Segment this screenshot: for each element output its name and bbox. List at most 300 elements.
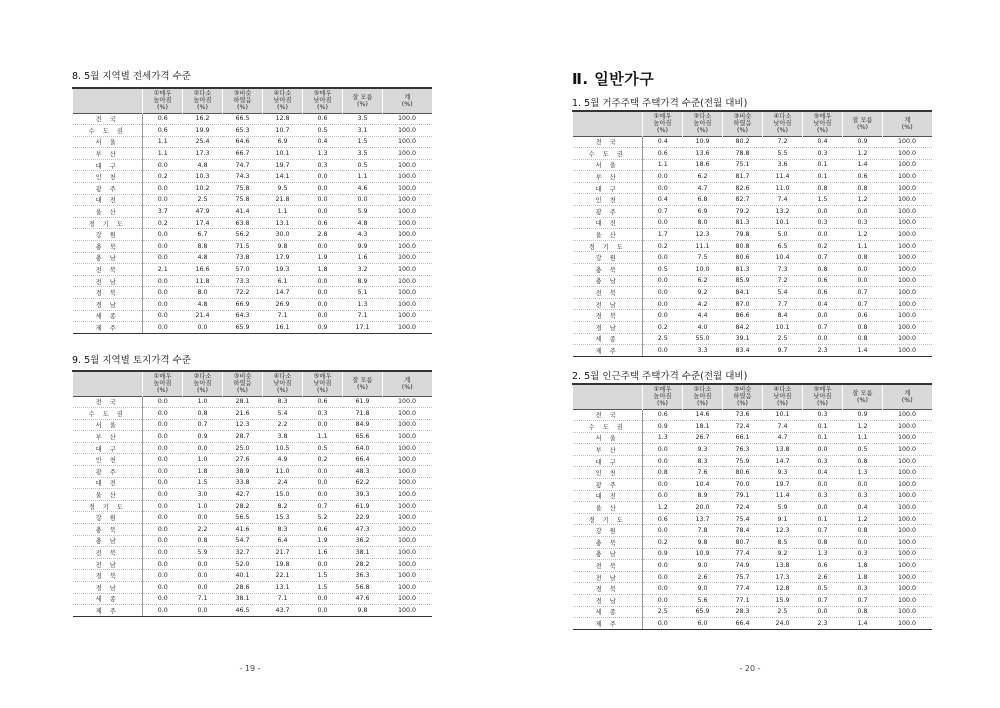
value-cell: 0.2 [143, 171, 183, 183]
table-row [73, 570, 432, 582]
table-row [573, 571, 932, 583]
value-cell: 7.6 [683, 467, 723, 479]
value-cell: 0.0 [183, 570, 223, 582]
value-cell: 19.7 [763, 479, 803, 491]
value-cell: 0.0 [143, 275, 183, 287]
value-cell: 2.3 [803, 345, 843, 357]
column-header-line: ②다소 [693, 113, 712, 121]
value-cell: 0.7 [843, 287, 883, 299]
column-header-line: (%) [357, 383, 368, 391]
value-cell: 47.9 [183, 206, 223, 218]
value-cell: 18.6 [683, 159, 723, 171]
value-cell: 0.0 [303, 477, 343, 489]
column-header [263, 88, 303, 113]
value-cell: 1.0 [183, 396, 223, 408]
value-cell: 4.8 [183, 299, 223, 311]
table-row [573, 136, 932, 148]
value-cell: 36.3 [343, 570, 383, 582]
value-cell: 100.0 [883, 548, 932, 560]
value-cell: 100.0 [383, 454, 432, 466]
value-cell: 1.3 [803, 548, 843, 560]
table-row [573, 322, 932, 334]
value-cell: 0.5 [303, 125, 343, 137]
value-cell: 100.0 [883, 322, 932, 334]
region-cell: 충 남 [73, 535, 143, 547]
column-header-line: 계 [404, 376, 411, 384]
value-cell: 20.0 [683, 502, 723, 514]
value-cell: 19.7 [263, 159, 303, 171]
value-cell: 57.0 [223, 264, 263, 276]
value-cell: 100.0 [383, 396, 432, 408]
value-cell: 0.0 [803, 606, 843, 618]
value-cell: 100.0 [383, 431, 432, 443]
table-row [573, 217, 932, 229]
column-header-line: 하였음 [733, 120, 752, 128]
table-row [73, 183, 432, 195]
value-cell: 0.0 [143, 535, 183, 547]
column-header-line: ⑤매우 [813, 113, 832, 121]
value-cell: 1.5 [303, 582, 343, 594]
value-cell: 0.9 [843, 136, 883, 148]
value-cell: 0.8 [843, 606, 883, 618]
value-cell: 0.4 [303, 136, 343, 148]
table-row [73, 535, 432, 547]
value-cell: 13.8 [763, 560, 803, 572]
value-cell: 13.1 [263, 582, 303, 594]
value-cell: 1.8 [843, 571, 883, 583]
value-cell: 0.0 [143, 322, 183, 334]
value-cell: 64.6 [223, 136, 263, 148]
region-cell: 세 종 [573, 606, 643, 618]
value-cell: 100.0 [383, 264, 432, 276]
value-cell: 73.8 [223, 252, 263, 264]
column-header [843, 111, 883, 136]
jeonse-price-table [72, 87, 432, 334]
value-cell: 0.5 [303, 442, 343, 454]
value-cell: 0.0 [303, 275, 343, 287]
column-header-line: (%) [901, 123, 913, 131]
region-cell: 서 울 [73, 136, 143, 148]
column-header-line: (%) [697, 127, 708, 135]
value-cell: 0.0 [143, 489, 183, 501]
value-cell: 2.2 [263, 419, 303, 431]
value-cell: 0.0 [843, 537, 883, 549]
value-cell: 100.0 [383, 217, 432, 229]
region-cell: 울 산 [573, 502, 643, 514]
table-row [73, 593, 432, 605]
value-cell: 17.1 [343, 322, 383, 334]
value-cell: 1.8 [303, 264, 343, 276]
value-cell: 0.0 [143, 419, 183, 431]
region-cell: 전 국 [573, 409, 643, 421]
value-cell: 66.9 [223, 299, 263, 311]
value-cell: 8.3 [263, 524, 303, 536]
column-header-line: (%) [657, 400, 668, 408]
value-cell: 100.0 [383, 125, 432, 137]
column-header-line: 잘 모름 [352, 93, 373, 101]
value-cell: 85.9 [723, 275, 763, 287]
value-cell: 0.6 [803, 287, 843, 299]
value-cell: 5.6 [683, 595, 723, 607]
value-cell: 4.7 [683, 182, 723, 194]
region-cell: 전 남 [73, 558, 143, 570]
column-header-line: 계 [404, 93, 411, 101]
region-cell: 전 국 [73, 396, 143, 408]
region-cell: 인 천 [573, 194, 643, 206]
value-cell: 0.0 [143, 558, 183, 570]
value-cell: 100.0 [883, 490, 932, 502]
value-cell: 100.0 [883, 606, 932, 618]
value-cell: 82.7 [723, 194, 763, 206]
nearby-house-price-table [572, 383, 932, 630]
region-cell: 전 국 [73, 113, 143, 125]
value-cell: 100.0 [383, 183, 432, 195]
value-cell: 56.5 [223, 512, 263, 524]
value-cell: 100.0 [383, 547, 432, 559]
value-cell: 0.0 [143, 287, 183, 299]
column-header-line: 잘 모름 [852, 116, 873, 124]
column-header-line: ①매우 [653, 386, 672, 394]
region-cell: 전 북 [73, 547, 143, 559]
table-row [573, 159, 932, 171]
region-cell: 부 산 [573, 171, 643, 183]
value-cell: 0.0 [303, 605, 343, 617]
value-cell: 0.3 [843, 217, 883, 229]
region-cell: 강 원 [73, 512, 143, 524]
column-header [303, 88, 343, 113]
table-row [573, 537, 932, 549]
value-cell: 4.8 [343, 217, 383, 229]
table-row [573, 229, 932, 241]
value-cell: 17.3 [763, 571, 803, 583]
value-cell: 0.0 [183, 605, 223, 617]
value-cell: 0.0 [843, 479, 883, 491]
section-title: Ⅱ. 일반가구 [572, 70, 655, 88]
region-cell: 전 남 [573, 298, 643, 310]
value-cell: 75.7 [723, 571, 763, 583]
value-cell: 13.6 [683, 148, 723, 160]
value-cell: 9.0 [683, 560, 723, 572]
value-cell: 0.0 [303, 489, 343, 501]
table-row [573, 409, 932, 421]
column-header-line: (%) [401, 383, 413, 391]
value-cell: 0.3 [303, 159, 343, 171]
value-cell: 100.0 [883, 217, 932, 229]
value-cell: 8.9 [343, 275, 383, 287]
region-cell: 세 종 [73, 310, 143, 322]
column-header-line: 하였음 [233, 97, 252, 105]
column-header [183, 88, 223, 113]
value-cell: 11.0 [263, 466, 303, 478]
value-cell: 0.2 [143, 217, 183, 229]
region-cell: 수 도 권 [573, 148, 643, 160]
value-cell: 7.8 [683, 525, 723, 537]
column-header-line: 하였음 [233, 380, 252, 388]
value-cell: 0.0 [143, 582, 183, 594]
table-row [73, 241, 432, 253]
region-cell: 울 산 [73, 206, 143, 218]
value-cell: 0.2 [643, 322, 683, 334]
value-cell: 100.0 [883, 571, 932, 583]
value-cell: 0.9 [183, 431, 223, 443]
table-row [573, 287, 932, 299]
value-cell: 2.5 [643, 606, 683, 618]
value-cell: 9.1 [763, 513, 803, 525]
value-cell: 38.1 [223, 593, 263, 605]
value-cell: 47.3 [343, 524, 383, 536]
value-cell: 0.0 [303, 466, 343, 478]
value-cell: 5.9 [183, 547, 223, 559]
region-cell: 제 주 [73, 605, 143, 617]
value-cell: 100.0 [383, 113, 432, 125]
value-cell: 100.0 [383, 558, 432, 570]
value-cell: 0.4 [643, 136, 683, 148]
table-row [73, 582, 432, 594]
value-cell: 1.5 [303, 570, 343, 582]
value-cell: 0.0 [643, 298, 683, 310]
value-cell: 1.2 [843, 194, 883, 206]
region-cell: 수 도 권 [573, 421, 643, 433]
region-cell: 경 남 [573, 322, 643, 334]
value-cell: 100.0 [383, 442, 432, 454]
value-cell: 0.8 [803, 264, 843, 276]
value-cell: 32.7 [223, 547, 263, 559]
value-cell: 0.6 [643, 409, 683, 421]
value-cell: 84.2 [723, 322, 763, 334]
value-cell: 0.4 [803, 467, 843, 479]
column-header [843, 384, 883, 409]
value-cell: 4.9 [263, 454, 303, 466]
region-cell: 대 구 [73, 442, 143, 454]
table-title: 8. 5월 지역별 전세가격 수준 [72, 71, 191, 82]
value-cell: 1.6 [303, 547, 343, 559]
value-cell: 74.3 [223, 171, 263, 183]
value-cell: 38.1 [343, 547, 383, 559]
value-cell: 43.7 [263, 605, 303, 617]
column-header-line: ⑤매우 [313, 90, 332, 98]
column-header-line: ⑤매우 [313, 373, 332, 381]
column-header-line: 하였음 [733, 393, 752, 401]
value-cell: 100.0 [383, 419, 432, 431]
value-cell: 0.0 [843, 275, 883, 287]
column-header-line: 잘 모름 [352, 376, 373, 384]
column-header-line: (%) [657, 127, 668, 135]
value-cell: 0.6 [303, 396, 343, 408]
region-cell: 서 울 [573, 159, 643, 171]
value-cell: 0.4 [803, 136, 843, 148]
value-cell: 0.0 [143, 442, 183, 454]
value-cell: 1.8 [843, 560, 883, 572]
value-cell: 10.2 [183, 183, 223, 195]
column-header-line: ③비슷 [733, 386, 752, 394]
value-cell: 100.0 [383, 310, 432, 322]
value-cell: 7.7 [763, 298, 803, 310]
value-cell: 16.2 [183, 113, 223, 125]
value-cell: 1.5 [803, 194, 843, 206]
column-header-line: ④다소 [273, 90, 292, 98]
column-header [383, 88, 432, 113]
value-cell: 4.3 [343, 229, 383, 241]
value-cell: 0.3 [803, 455, 843, 467]
value-cell: 52.0 [223, 558, 263, 570]
column-header-line: ④다소 [273, 373, 292, 381]
value-cell: 100.0 [383, 229, 432, 241]
value-cell: 66.4 [723, 618, 763, 630]
column-header-line: ④다소 [773, 386, 792, 394]
value-cell: 2.5 [643, 333, 683, 345]
value-cell: 1.2 [843, 421, 883, 433]
region-cell: 경 기 도 [73, 500, 143, 512]
column-header-line: 낮아짐 [313, 380, 332, 388]
region-cell: 강 원 [573, 252, 643, 264]
value-cell: 66.4 [343, 454, 383, 466]
value-cell: 19.9 [183, 125, 223, 137]
table-row [73, 148, 432, 160]
value-cell: 1.3 [343, 299, 383, 311]
value-cell: 8.2 [263, 500, 303, 512]
value-cell: 3.6 [763, 159, 803, 171]
value-cell: 12.3 [683, 229, 723, 241]
table-row [573, 444, 932, 456]
value-cell: 4.0 [683, 322, 723, 334]
value-cell: 10.1 [763, 322, 803, 334]
value-cell: 100.0 [883, 513, 932, 525]
value-cell: 0.0 [303, 171, 343, 183]
value-cell: 100.0 [383, 194, 432, 206]
column-header-line: 높아짐 [153, 97, 172, 105]
value-cell: 0.9 [643, 548, 683, 560]
value-cell: 0.2 [803, 240, 843, 252]
value-cell: 0.8 [843, 525, 883, 537]
region-cell: 전 남 [573, 571, 643, 583]
value-cell: 1.0 [183, 454, 223, 466]
value-cell: 11.1 [683, 240, 723, 252]
table-row [573, 275, 932, 287]
value-cell: 42.7 [223, 489, 263, 501]
column-header-line: (%) [357, 100, 368, 108]
value-cell: 100.0 [883, 275, 932, 287]
table-row [73, 524, 432, 536]
value-cell: 75.4 [723, 513, 763, 525]
column-header-line: (%) [857, 123, 868, 131]
column-header-line: 낮아짐 [313, 97, 332, 105]
value-cell: 80.8 [723, 240, 763, 252]
column-header [343, 371, 383, 396]
column-header [763, 384, 803, 409]
value-cell: 9.2 [763, 548, 803, 560]
value-cell: 0.1 [803, 513, 843, 525]
value-cell: 2.5 [763, 333, 803, 345]
value-cell: 82.6 [723, 182, 763, 194]
value-cell: 38.9 [223, 466, 263, 478]
land-price-table [72, 370, 432, 617]
value-cell: 7.1 [343, 310, 383, 322]
value-cell: 0.0 [143, 477, 183, 489]
value-cell: 79.8 [723, 229, 763, 241]
value-cell: 77.4 [723, 548, 763, 560]
column-header [643, 111, 683, 136]
value-cell: 0.0 [143, 310, 183, 322]
region-cell: 경 북 [573, 583, 643, 595]
value-cell: 41.4 [223, 206, 263, 218]
value-cell: 7.4 [763, 194, 803, 206]
table-title: 9. 5월 지역별 토지가격 수준 [72, 355, 191, 366]
value-cell: 13.7 [683, 513, 723, 525]
value-cell: 0.7 [843, 595, 883, 607]
value-cell: 1.3 [843, 467, 883, 479]
value-cell: 0.0 [803, 310, 843, 322]
value-cell: 0.7 [803, 252, 843, 264]
column-header [143, 88, 183, 113]
region-cell: 서 울 [573, 432, 643, 444]
value-cell: 100.0 [883, 432, 932, 444]
table-row [73, 113, 432, 125]
value-cell: 26.9 [263, 299, 303, 311]
column-header-line: (%) [777, 400, 788, 408]
value-cell: 1.6 [343, 252, 383, 264]
value-cell: 0.8 [843, 455, 883, 467]
value-cell: 0.0 [803, 206, 843, 218]
value-cell: 21.6 [223, 408, 263, 420]
value-cell: 0.1 [803, 171, 843, 183]
value-cell: 3.5 [343, 148, 383, 160]
value-cell: 100.0 [883, 560, 932, 572]
value-cell: 1.1 [643, 159, 683, 171]
value-cell: 0.8 [183, 408, 223, 420]
column-header [143, 371, 183, 396]
value-cell: 0.0 [643, 171, 683, 183]
table-row [573, 479, 932, 491]
value-cell: 100.0 [883, 537, 932, 549]
value-cell: 1.4 [843, 159, 883, 171]
region-cell: 대 구 [573, 182, 643, 194]
region-cell: 부 산 [73, 431, 143, 443]
value-cell: 4.4 [683, 310, 723, 322]
table-row [73, 194, 432, 206]
value-cell: 54.7 [223, 535, 263, 547]
value-cell: 0.4 [803, 298, 843, 310]
column-header-line: 높아짐 [193, 380, 212, 388]
value-cell: 18.1 [683, 421, 723, 433]
table-row [573, 310, 932, 322]
value-cell: 3.7 [143, 206, 183, 218]
value-cell: 1.1 [143, 148, 183, 160]
column-header-line: 낮아짐 [813, 393, 832, 401]
value-cell: 0.8 [183, 535, 223, 547]
table-row [73, 136, 432, 148]
column-header-line: (%) [157, 387, 168, 395]
value-cell: 78.4 [723, 525, 763, 537]
value-cell: 0.0 [803, 479, 843, 491]
value-cell: 11.8 [183, 275, 223, 287]
value-cell: 0.0 [643, 182, 683, 194]
value-cell: 100.0 [883, 479, 932, 491]
region-cell: 대 전 [573, 217, 643, 229]
value-cell: 0.0 [303, 593, 343, 605]
value-cell: 0.0 [803, 229, 843, 241]
value-cell: 0.0 [143, 454, 183, 466]
table-row [73, 217, 432, 229]
value-cell: 80.2 [723, 136, 763, 148]
value-cell: 100.0 [383, 477, 432, 489]
value-cell: 0.0 [643, 252, 683, 264]
column-header [803, 384, 843, 409]
column-header-line: 계 [904, 389, 911, 397]
value-cell: 3.8 [263, 431, 303, 443]
table-row [573, 618, 932, 630]
value-cell: 100.0 [383, 535, 432, 547]
value-cell: 0.6 [143, 125, 183, 137]
